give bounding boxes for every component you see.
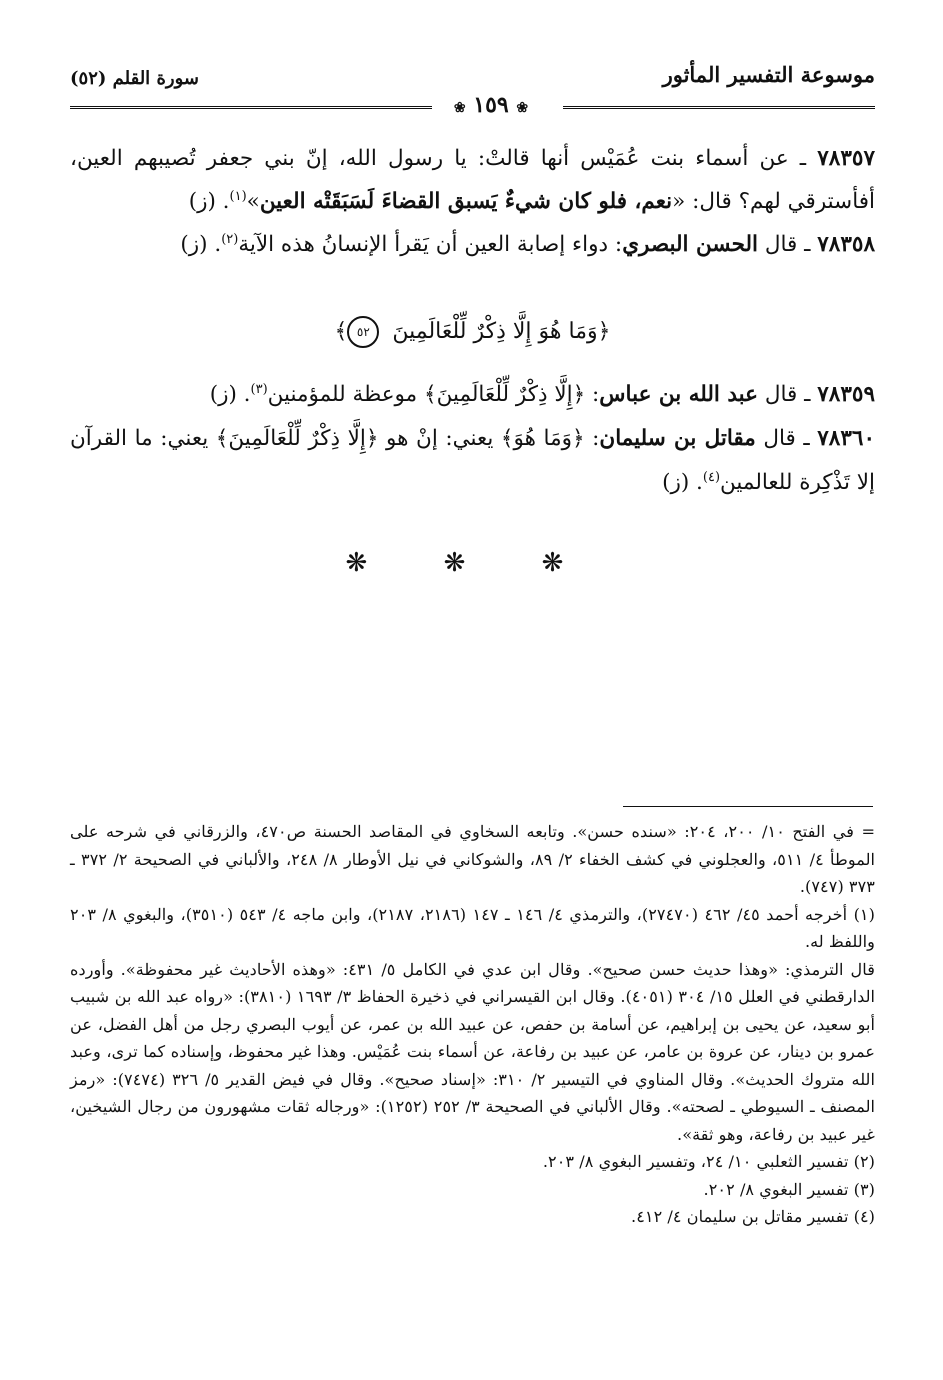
source-tag: . (ز) (662, 470, 703, 495)
footnote-ref: (٤) (702, 469, 721, 485)
footnote-2: (٢) تفسير الثعلبي ١٠/ ٢٤، وتفسير البغوي ٨/ ٢٠٣. (542, 1152, 875, 1171)
footnote-4: (٤) تفسير مقاتل بن سليمان ٤/ ٤١٢. (631, 1207, 875, 1226)
entry-prefix: ـ قال (757, 382, 818, 407)
header-rule-right (563, 106, 875, 109)
footnote-separator (623, 806, 873, 807)
quote-close: » (246, 189, 260, 214)
page-header (70, 58, 875, 118)
footnotes (70, 818, 875, 1231)
verse-text: ﴿وَمَا هُوَ إِلَّا ذِكْرٌ لِّلْعَالَمِينَ (392, 319, 611, 344)
narrator-name: الحسن البصري (622, 232, 758, 257)
narrator-name: عبد الله بن عباس (599, 382, 758, 407)
header-rule-left (70, 106, 432, 109)
footnote-continued: = في الفتح ١٠/ ٢٠٠، ٢٠٤: «سنده حسن». وتابعه السخاوي في المقاصد الحسنة ص٤٧٠، والزرقاني في شرحه على الموطأ ٤/ ٥١١، والعجلوني في كشف الخفاء ٢/ ٨٩، والشوكاني في نيل الأوطار ٨/ ٢٤٨، والألباني في الصحيحة ٢/ ٣٧٢ ـ ٣٧٣ (٧٤٧). (70, 822, 876, 896)
footnote-1-commentary: قال الترمذي: «وهذا حديث حسن صحيح». وقال ابن عدي في الكامل ٥/ ٤٣١: «وهذه الأحاديث غير محفوظة». وأورده الدارقطني في العلل ١٥/ ٣٠٤ (٤٠٥١). وقال ابن القيسراني في ذخيرة الحفاظ ٣/ ١٦٩٣ (٣٨١٠): «رواه عبد الله بن شبيب أبو سعيد، عن يحيى بن إبراهيم، عن أسامة بن حفص، عن عبيد الله بن عمر، عن أيوب البصري رجل من أهل الفضل، عن عمرو بن دينار، عن عروة بن عامر، عن عبيد بن رفاعة، عن أسماء بنت عُمَيْس. وهذا غير محفوظ، وإسناده كما ترى، وعبد الله متروك الحديث». وقال المناوي في التيسير ٢/ ٣١٠: «إسناد صحيح». وقال في فيض القدير ٥/ ٣٢٦ (٧٤٧٤): «رمز المصنف ـ السيوطي ـ لصحته». وقال الألباني في الصحيحة ٣/ ٢٥٢ (١٢٥٢): «ورجاله ثقات مشهورون من رجال الشيخين، غير عبيد بن رفاعة، وهو ثقة». (70, 959, 876, 1144)
commentary-entries (70, 373, 875, 505)
entry-78357 (70, 137, 875, 223)
surah-title: سورة القلم (٥٢) (70, 68, 199, 89)
entry-78358 (70, 223, 875, 266)
entry-prefix: ـ قال (755, 426, 818, 451)
entry-78360 (70, 417, 875, 505)
hadith-text: نعم، فلو كان شيءٌ يَسبق القضاءَ لَسَبَقَتْه العين (259, 189, 673, 214)
narrator-name: مقاتل بن سليمان (599, 426, 756, 451)
entry-78359 (70, 373, 875, 417)
book-title: موسوعة التفسير المأثور (662, 62, 875, 87)
page-number-group (432, 92, 550, 118)
entry-text: : ﴿إِلَّا ذِكْرٌ لِّلْعَالَمِينَ﴾ موعظة للمؤمنين (267, 382, 600, 407)
entry-text: : دواء إصابة العين أن يَقرأ الإنسانُ هذه الآية (238, 232, 623, 257)
entry-number: ٧٨٣٥٩ (817, 382, 875, 407)
quran-verse (70, 316, 875, 348)
entry-prefix: ـ قال (757, 232, 818, 257)
footnote-1: (١) أخرجه أحمد ٤٥/ ٤٦٢ (٢٧٤٧٠)، والترمذي ٤/ ١٤٦ ـ ١٤٧ (٢١٨٦، ٢١٨٧)، وابن ماجه ٤/ ٥٤٣ (٣٥١٠)، والبغوي ٨/ ٢٠٣ واللفظ له. (70, 904, 875, 951)
page-number: ١٥٩ (473, 92, 509, 118)
footnote-3: (٣) تفسير البغوي ٨/ ٢٠٢. (703, 1179, 875, 1199)
section-divider-stars: ❋ ❋ ❋ (345, 548, 598, 578)
ornament-right-icon: ❀ (516, 100, 529, 116)
footnote-ref: (٣) (250, 381, 268, 397)
entry-number: ٧٨٣٦٠ (817, 426, 875, 451)
footnote-ref: (١) (229, 188, 247, 204)
entry-text: : ﴿وَمَا هُوَ﴾ يعني: إنْ هو ﴿إِلَّا ذِكْرٌ لِّلْعَالَمِينَ﴾ يعني: ما القرآن إلا تَذْكِرة للعالمين (70, 426, 875, 495)
entry-number: ٧٨٣٥٧ (817, 146, 875, 171)
ornament-left-icon: ❀ (453, 100, 466, 116)
footnote-ref: (٢) (221, 231, 239, 247)
source-tag: . (ز) (209, 382, 251, 407)
verse-close: ﴾ (334, 319, 348, 344)
entry-number: ٧٨٣٥٨ (817, 232, 875, 257)
entry-text: ـ عن أسماء بنت عُمَيْس أنها قالتْ: يا رسول الله، إنّ بني جعفر تُصيبهم العين، أفأسترقي لهم؟ قال: « (70, 146, 875, 214)
source-tag: . (ز) (180, 232, 222, 257)
main-text (70, 137, 875, 266)
source-tag: . (ز) (188, 189, 230, 214)
ayah-number-marker: ٥٢ (347, 316, 379, 348)
